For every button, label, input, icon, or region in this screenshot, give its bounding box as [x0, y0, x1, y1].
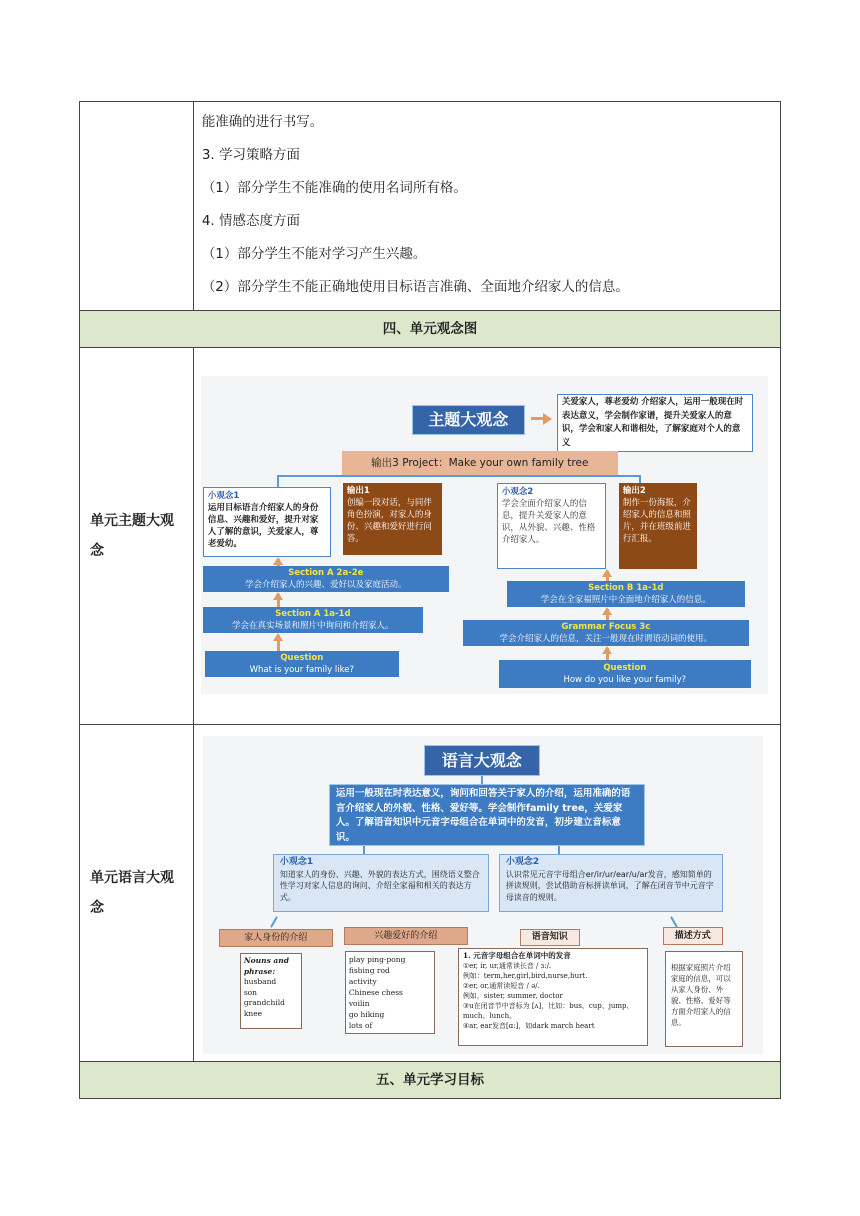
- section-a2-body: 学会介绍家人的兴趣、爱好以及家庭活动。: [245, 580, 407, 590]
- output1-box: [343, 483, 442, 555]
- idea2-title: 小观念2: [501, 487, 534, 497]
- description-box: 根据家庭照片介绍家庭的信息，可以从家人身份、外貌、性格、爱好等方面介绍家人的信息。: [665, 951, 743, 1047]
- lang-idea2-box: [499, 854, 723, 912]
- row-label-language: 单元语言大观念: [80, 725, 194, 1062]
- hobby-item: activity: [348, 977, 377, 986]
- question1-body: What is your family like?: [249, 665, 354, 675]
- arrow-up-icon: [273, 633, 283, 641]
- nouns-title: Nouns and phrase:: [243, 956, 289, 976]
- idea2-box: [497, 483, 606, 569]
- language-diagram: [203, 736, 763, 1054]
- output2-body: 制作一份海报，介绍家人的信息和照片，并在班级前进行汇报。: [622, 498, 691, 544]
- phonetics-line: ②er, or,通常读短音 / ə/.: [462, 982, 540, 990]
- nouns-box: [240, 953, 302, 1029]
- output3-box: 输出3 Project：Make your own family tree: [342, 451, 618, 475]
- arrow-up-icon: [273, 557, 283, 565]
- phonetics-title: 1. 元音字母组合在单词中的发音: [462, 951, 571, 960]
- language-title-box: 语言大观念: [424, 745, 540, 776]
- hobby-item: lots of: [348, 1021, 373, 1030]
- section-a2-box: [203, 566, 449, 592]
- category-description: 描述方式: [663, 927, 723, 945]
- section-a1-body: 学会在真实场景和照片中询问和介绍家人。: [232, 621, 394, 631]
- hobby-item: go hiking: [348, 1010, 385, 1019]
- question2-title: Question: [603, 663, 647, 673]
- language-summary-box: 运用一般现在时表达意义，询问和回答关于家人的介绍，运用准确的语言介绍家人的外貌、性格、爱好等。学会制作family tree，关爱家人。了解语音知识中元音字母组合在单词中的发音，初步建立音标意识。: [329, 784, 645, 846]
- word-item: husband: [243, 977, 277, 986]
- idea1-box: [203, 487, 331, 557]
- analysis-text-cell: [193, 102, 780, 311]
- word-item: grandchild: [243, 998, 285, 1007]
- hobby-item: Chinese chess: [348, 988, 403, 997]
- question1-box: [205, 651, 399, 677]
- output1-body: 创编一段对话，与同伴角色扮演，对家人的身份、兴趣和爱好进行问答。: [346, 498, 432, 544]
- idea1-title: 小观念1: [207, 491, 240, 501]
- question2-body: How do you like your family?: [563, 675, 687, 685]
- hobbies-box: [345, 951, 435, 1034]
- arrow-head-icon: [543, 413, 552, 425]
- text-line: （1）部分学生不能对学习产生兴趣。: [201, 246, 427, 262]
- section-b1-body: 学会在全家福照片中全面地介绍家人的信息。: [540, 595, 711, 605]
- phonetics-line: 例如，sister, summer, doctor: [462, 992, 563, 1000]
- theme-diagram-cell: [193, 348, 780, 725]
- phonetics-line: ①er, ir, ur,通常读长音 / ɜ:/.: [462, 962, 552, 970]
- lang-idea1-body: 知道家人的身份、兴趣、外貌的表达方式，围绕语义整合性学习对家人信息的询问、介绍全家福和相关的表达方式。: [279, 869, 480, 902]
- theme-title-box: 主题大观念: [412, 405, 525, 435]
- phonetics-box: [458, 948, 648, 1046]
- connector-line: [363, 846, 365, 854]
- phonetics-line: ③u在闭音节中音标为 [ʌ]，比如：bus、cup、jump、much、lunch。: [462, 1002, 634, 1020]
- row-label-theme: 单元主题大观念: [80, 348, 194, 725]
- arrow-up-icon: [602, 569, 612, 577]
- text-line: 能准确的进行书写。: [201, 114, 324, 130]
- text-line: （1）部分学生不能准确的使用名词所有格。: [201, 180, 467, 196]
- phonetics-line: 例如：term,her,girl,bird,nurse,hurt.: [462, 972, 588, 980]
- section-b1-box: [507, 581, 745, 607]
- category-phonetics: 语音知识: [520, 929, 580, 946]
- section-5-heading: 五、单元学习目标: [80, 1062, 781, 1099]
- word-item: son: [243, 987, 258, 997]
- grammar-focus-box: [463, 620, 749, 646]
- hobby-item: voilin: [348, 999, 370, 1008]
- output1-title: 输出1: [346, 486, 370, 496]
- text-line: 4. 情感态度方面: [201, 213, 300, 229]
- connector-line: [670, 916, 678, 927]
- lang-idea1-title: 小观念1: [279, 857, 314, 867]
- connector-line: [461, 475, 641, 477]
- connector-line: [558, 846, 560, 854]
- grammar-focus-body: 学会介绍家人的信息，关注一般现在时谓语动词的使用。: [499, 634, 713, 644]
- category-hobbies: 兴趣爱好的介绍: [344, 927, 468, 945]
- lang-idea1-box: [273, 854, 489, 912]
- hobby-item: fishing rod: [348, 966, 390, 975]
- hobby-item: play ping-pong: [348, 955, 406, 964]
- output2-box: [619, 483, 697, 569]
- section-a1-title: Section A 1a-1d: [275, 609, 351, 619]
- theme-summary-box: 关爱家人，尊老爱幼 介绍家人，运用一般现在时表达意义，学会制作家谱，提升关爱家人的意识，学会和家人和谐相处，了解家庭对个人的意义: [557, 394, 753, 452]
- blank-label-cell: [80, 102, 194, 311]
- language-diagram-cell: [193, 725, 780, 1062]
- theme-diagram: [201, 376, 768, 694]
- section-4-heading: 四、单元观念图: [80, 311, 781, 348]
- section-a1-box: [203, 607, 423, 633]
- section-b1-title: Section B 1a-1d: [588, 583, 664, 593]
- output2-title: 输出2: [622, 486, 646, 496]
- lang-idea2-body: 认识常见元音字母组合er/ir/ur/ear/u/ar发音，感知简单的拼读规则，尝试借助音标拼读单词，了解在闭音节中元音字母读音的规则。: [505, 869, 714, 902]
- arrow-up-icon: [602, 607, 612, 615]
- phonetics-line: ④ar, ear发音[ɑ:]，如dark march heart: [462, 1022, 595, 1030]
- plan-table: [79, 101, 781, 1099]
- word-item: knee: [243, 1008, 263, 1018]
- connector-line: [270, 916, 278, 927]
- arrow-up-icon: [273, 592, 283, 600]
- question2-box: [499, 660, 751, 688]
- idea2-body: 学会全面介绍家人的信息，提升关爱家人的意识，从外貌、兴趣、性格介绍家人。: [501, 499, 596, 545]
- question1-title: Question: [280, 653, 324, 663]
- lang-idea2-title: 小观念2: [505, 857, 540, 867]
- idea1-body: 运用目标语言介绍家人的身份信息、兴趣和爱好，提升对家人了解的意识，关爱家人，尊老爱幼。: [207, 503, 319, 549]
- grammar-focus-title: Grammar Focus 3c: [561, 622, 651, 632]
- arrow-up-icon: [602, 646, 612, 654]
- category-identity: 家人身份的介绍: [219, 929, 333, 947]
- text-line: （2）部分学生不能正确地使用目标语言准确、全面地介绍家人的信息。: [201, 279, 629, 295]
- section-a2-title: Section A 2a-2e: [288, 568, 364, 578]
- text-line: 3. 学习策略方面: [201, 147, 300, 163]
